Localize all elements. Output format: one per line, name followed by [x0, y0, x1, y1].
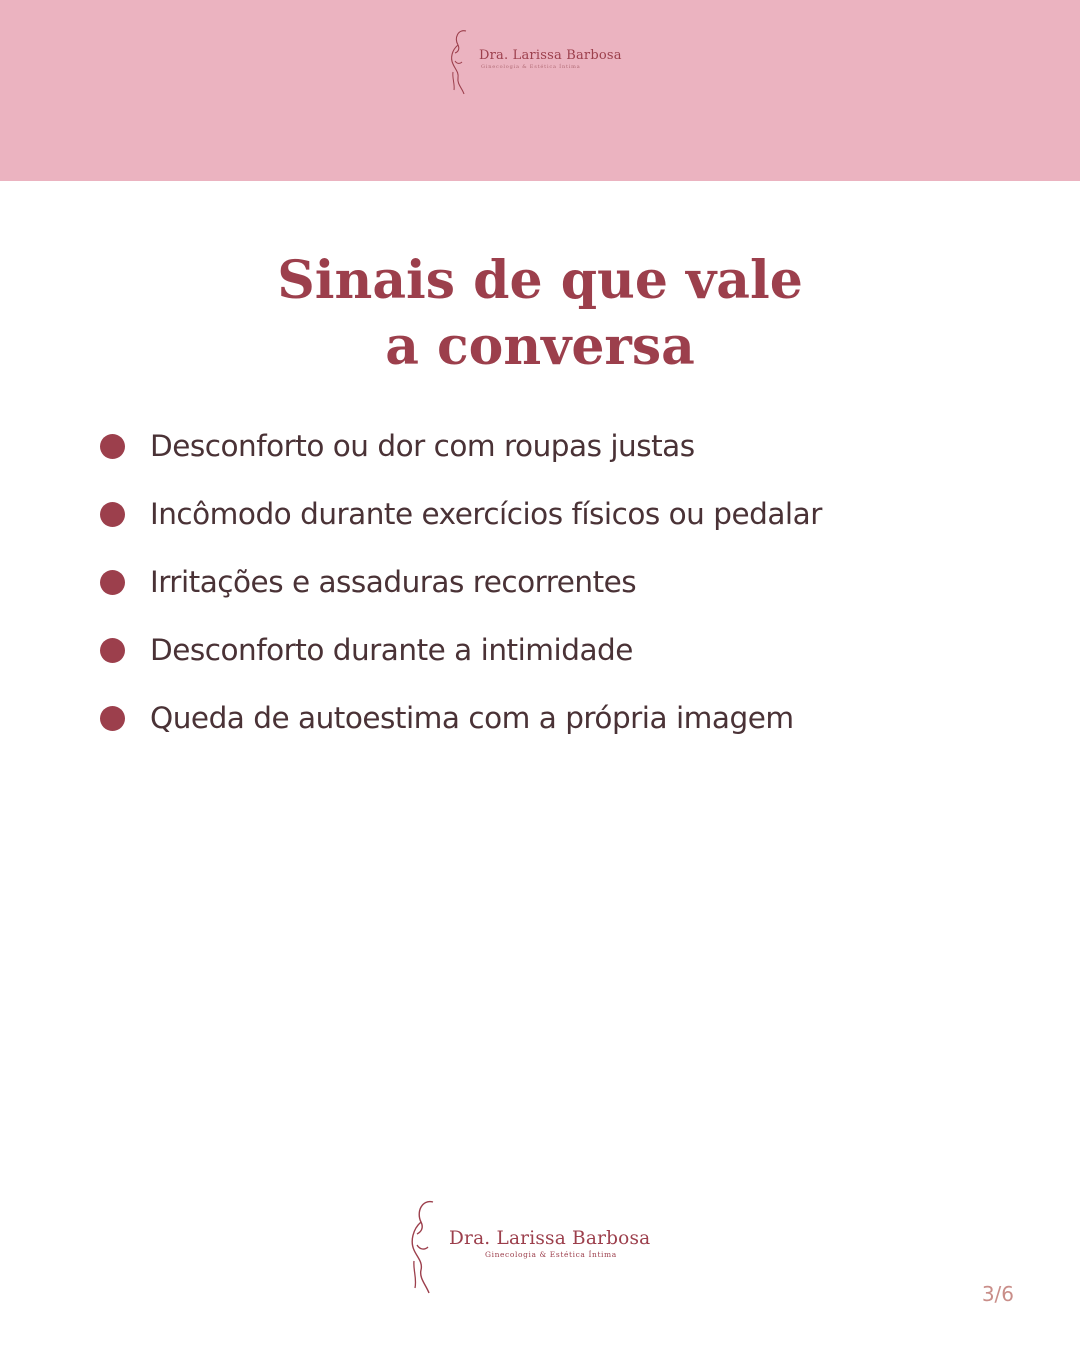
list-item-text: Irritações e assaduras recorrentes: [150, 565, 637, 599]
bullet-dot-icon: [100, 706, 125, 731]
bullet-dot-icon: [100, 502, 125, 527]
logo-subtitle: Ginecologia & Estética Íntima: [485, 1249, 617, 1259]
woman-silhouette-icon: [405, 1198, 445, 1296]
bullet-dot-icon: [100, 638, 125, 663]
list-item: [100, 412, 1000, 480]
title-line: Sinais de que vale: [277, 250, 803, 311]
list-item: [100, 480, 1000, 548]
list-item-text: Incômodo durante exercícios físicos ou pedalar: [150, 497, 822, 531]
footer-logo: [405, 1198, 685, 1296]
logo-subtitle: Ginecologia & Estética Íntima: [481, 64, 581, 70]
list-item: [100, 684, 1000, 752]
list-item: [100, 548, 1000, 616]
header-logo: [446, 28, 646, 96]
page-indicator: 3/6: [981, 1282, 1014, 1306]
woman-silhouette-icon: [446, 28, 476, 96]
logo-name: Dra. Larissa Barbosa: [449, 1227, 651, 1249]
list-item-text: Desconforto ou dor com roupas justas: [150, 429, 695, 463]
list-item: [100, 616, 1000, 684]
bullet-dot-icon: [100, 570, 125, 595]
page-title: [0, 248, 1080, 380]
list-item-text: Desconforto durante a intimidade: [150, 633, 633, 667]
logo-name: Dra. Larissa Barbosa: [479, 48, 622, 63]
bullet-dot-icon: [100, 434, 125, 459]
title-line: a conversa: [385, 316, 695, 377]
signs-list: [100, 412, 1000, 752]
list-item-text: Queda de autoestima com a própria imagem: [150, 701, 794, 735]
